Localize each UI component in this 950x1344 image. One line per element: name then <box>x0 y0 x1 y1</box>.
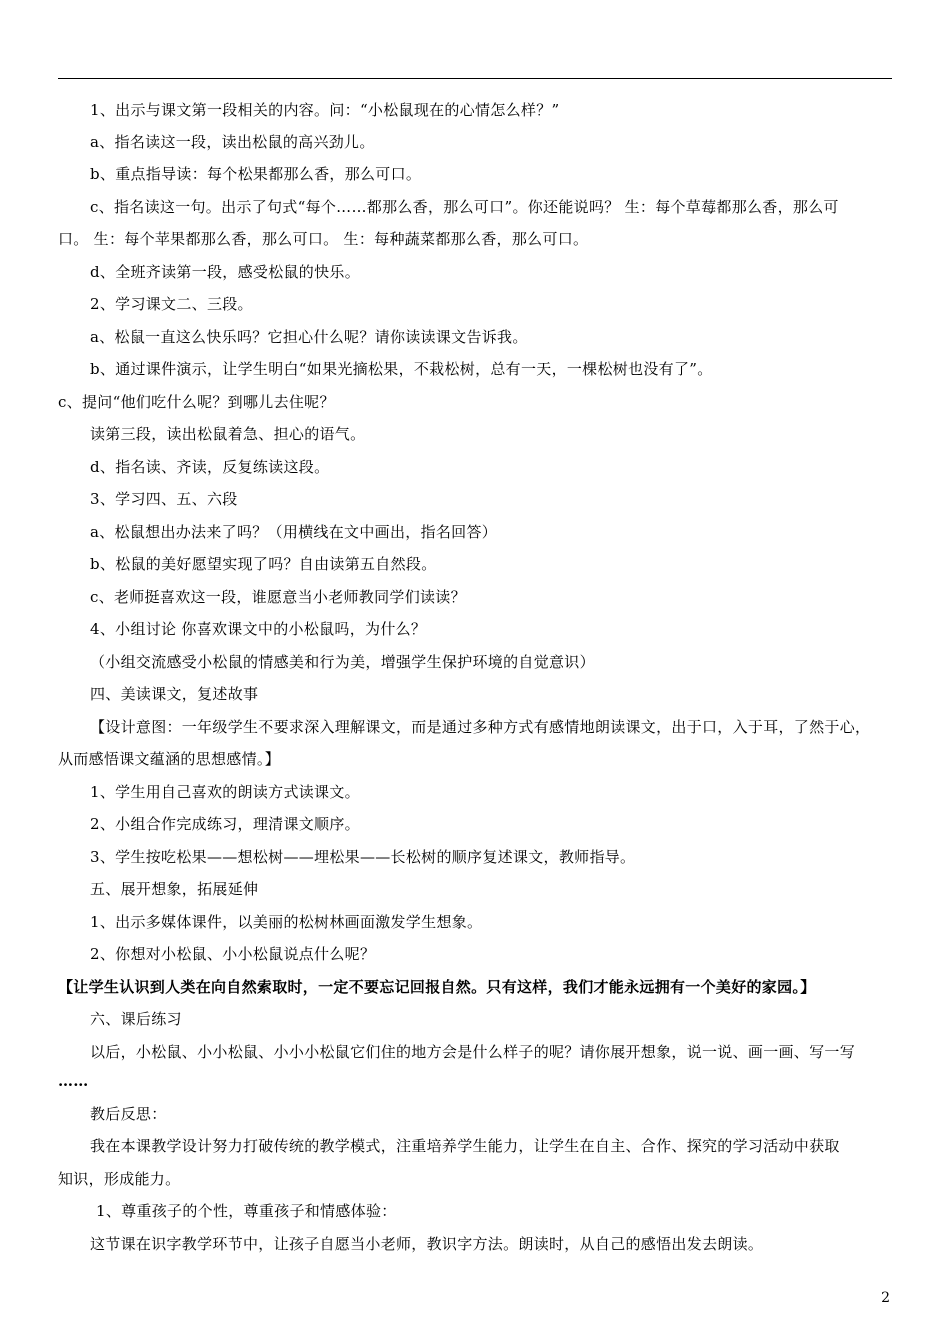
text-line: 1、学生用自己喜欢的朗读方式读课文。 <box>90 783 360 801</box>
text-line: 知识，形成能力。 <box>58 1170 181 1188</box>
page-number: 2 <box>881 1290 890 1306</box>
section-heading: 六、课后练习 <box>90 1010 182 1028</box>
text-line: a、松鼠一直这么快乐吗？它担心什么呢？请你读读课文告诉我。 <box>90 328 528 346</box>
text-line: 3、学习四、五、六段 <box>90 490 238 508</box>
text-line: 1、出示与课文第一段相关的内容。问：“小松鼠现在的心情怎么样？” <box>90 101 560 119</box>
text-line: 2、学习课文二、三段。 <box>90 295 253 313</box>
text-line: 4、小组讨论 你喜欢课文中的小松鼠吗，为什么？ <box>90 620 427 638</box>
ellipsis: …… <box>58 1072 89 1090</box>
text-line: （小组交流感受小松鼠的情感美和行为美，增强学生保护环境的自觉意识） <box>90 653 595 671</box>
design-intent-note: 从而感悟课文蕴涵的思想感情。】 <box>58 750 281 768</box>
section-heading: 教后反思： <box>90 1105 167 1123</box>
text-line: c、指名读这一句。出示了句式“每个……都那么香，那么可口”。你还能说吗？ 生：每个草莓都那么香，那么可 <box>90 198 839 216</box>
text-line: b、通过课件演示，让学生明白“如果光摘松果，不栽松树，总有一天，一棵松树也没有了”。 <box>90 360 713 378</box>
text-line: 2、小组合作完成练习，理清课文顺序。 <box>90 815 360 833</box>
text-line: c、老师挺喜欢这一段，谁愿意当小老师教同学们读读？ <box>90 588 466 606</box>
text-line: d、全班齐读第一段，感受松鼠的快乐。 <box>90 263 361 281</box>
text-line: c、提问“他们吃什么呢？到哪儿去住呢？ <box>58 393 335 411</box>
text-line: d、指名读、齐读，反复练读这段。 <box>90 458 330 476</box>
text-line: 3、学生按吃松果——想松树——埋松果——长松树的顺序复述课文，教师指导。 <box>90 848 636 866</box>
text-line: 读第三段，读出松鼠着急、担心的语气。 <box>90 425 366 443</box>
text-line: 这节课在识字教学环节中，让孩子自愿当小老师，教识字方法。朗读时，从自己的感悟出发去朗读。 <box>90 1235 764 1253</box>
header-rule <box>58 78 892 79</box>
text-line: 以后，小松鼠、小小松鼠、小小小松鼠它们住的地方会是什么样子的呢？请你展开想象，说一说、画一画、写一写 <box>90 1043 856 1061</box>
text-line: a、松鼠想出办法来了吗？（用横线在文中画出，指名回答） <box>90 523 498 541</box>
section-heading: 四、美读课文，复述故事 <box>90 685 259 703</box>
section-heading: 五、展开想象，拓展延伸 <box>90 880 259 898</box>
text-line: 2、你想对小松鼠、小小松鼠说点什么呢？ <box>90 945 376 963</box>
text-line: b、重点指导读：每个松果都那么香，那么可口。 <box>90 165 422 183</box>
design-intent-note: 【设计意图：一年级学生不要求深入理解课文，而是通过多种方式有感情地朗读课文，出于口，入于耳，了然于心， <box>90 718 871 736</box>
design-intent-note: 【让学生认识到人类在向自然索取时，一定不要忘记回报自然。只有这样，我们才能永远拥有一个美好的家园。】 <box>58 978 816 996</box>
text-line: 我在本课教学设计努力打破传统的教学模式，注重培养学生能力，让学生在自主、合作、探究的学习活动中获取 <box>90 1137 840 1155</box>
text-line: 1、尊重孩子的个性，尊重孩子和情感体验： <box>96 1202 397 1220</box>
text-line: 口。 生：每个苹果都那么香，那么可口。 生：每种蔬菜都那么香，那么可口。 <box>58 230 589 248</box>
text-line: b、松鼠的美好愿望实现了吗？自由读第五自然段。 <box>90 555 437 573</box>
text-line: 1、出示多媒体课件，以美丽的松树林画面激发学生想象。 <box>90 913 483 931</box>
text-line: a、指名读这一段，读出松鼠的高兴劲儿。 <box>90 133 375 151</box>
